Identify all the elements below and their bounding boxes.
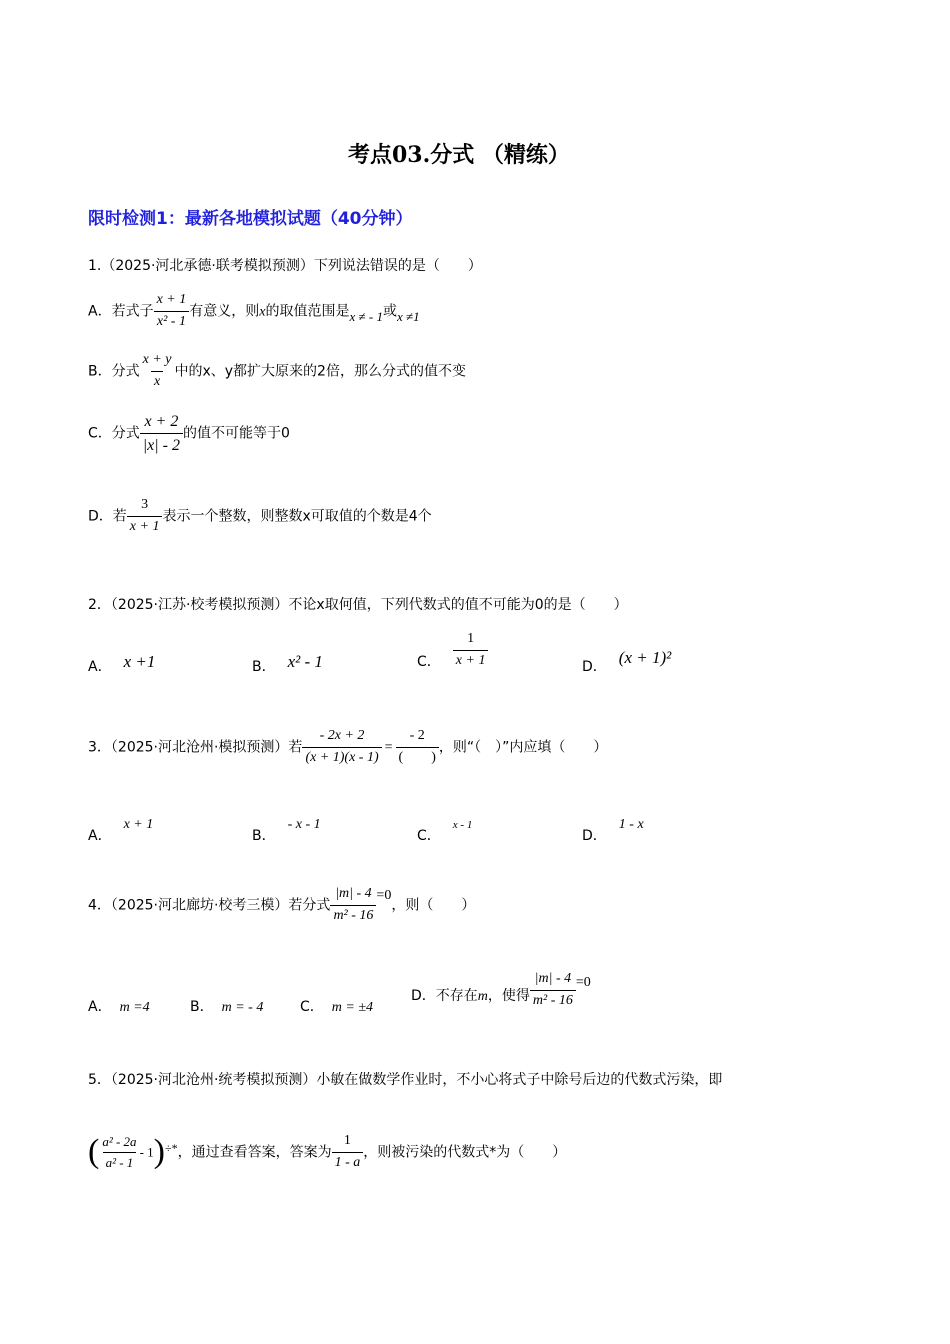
fraction: $\frac{|m| - 4}{\text{m² - 16}}$ [530,971,576,1010]
question-5-expression: ( $\frac{\text{a² - 2a}}{\text{a² - 1}}$ - 1)÷*，通过查看答案，答案为 $\frac{1}{1 - a}$ ，则被污染的代数式*为（ ） [88,1133,567,1170]
fraction: $\frac{1}{x + 1}$ [453,631,489,670]
question-1-stem: 1.（2025·河北承德·联考模拟预测）下列说法错误的是（ ） [88,258,482,274]
fraction: $\frac{- 2x + 2}{(x + 1)(x - 1)}$ [302,728,381,767]
question-4-stem: 4．（2025·河北廊坊·校考三模）若分式 $\frac{|m| - 4}{\text{m² - 16}}$ =0，则（ ） [88,886,476,923]
question-4-option-b: B． m = - 4 [190,999,264,1015]
fraction: $\frac{- 2}{( )}$ [396,728,439,767]
question-1-option-b: B．分式 $\frac{x + y}{x}$ 中的x、y都扩大原来的2倍，那么分式的值不变 [88,352,466,389]
question-4-option-c: C． m = ±4 [300,999,374,1015]
question-1-option-c: C．分式 $\frac{x + 2}{|x| - 2}$ 的值不可能等于0 [88,413,290,455]
question-2-option-c: C． $\frac{1}{x + 1}$ [417,631,488,670]
fraction: $\frac{\text{a² - 2a}}{\text{a² - 1}}$ [102,1134,137,1170]
question-2-stem: 2．（2025·江苏·校考模拟预测）不论x取何值，下列代数式的值不可能为0的是（ ） [88,597,628,613]
question-3-option-d: D．1 - x [582,817,644,844]
fraction: $\frac{1}{1 - a}$ [332,1133,364,1172]
question-1-option-d: D．若 $\frac{3}{x + 1}$ 表示一个整数，则整数x可取值的个数是4个 [88,497,432,534]
question-1-option-a: A．若式子 $\frac{x + 1}{\text{x² - 1}}$ 有意义，则x的取值范围是x ≠ - 1或x ≠1 [88,292,420,329]
question-2-option-a: A． x +1 [88,652,156,675]
question-5-stem: 5．（2025·河北沧州·统考模拟预测）小敏在做数学作业时，不小心将式子中除号后边的代数式污染，即 [88,1072,723,1088]
fraction: $\frac{x + 2}{|x| - 2}$ [140,412,183,455]
section-heading: 限时检测1：最新各地模拟试题（40分钟） [88,209,413,229]
question-3-option-c: C．$^{x - 1}$ [417,819,473,844]
question-3-stem: 3．（2025·河北沧州·模拟预测）若 $\frac{- 2x + 2}{(x + 1)(x - 1)}$ = $\frac{- 2}{( )}$ ，则“（ ）”内应填（ ） [88,728,608,765]
fraction: $\frac{x + y}{x}$ [142,352,172,389]
question-3-option-a: A．x + 1 [88,817,154,844]
question-2-option-d: D． (x + 1)² [582,648,672,675]
question-3-option-b: B．- x - 1 [252,817,321,844]
question-4-option-d: D．不存在m，使得 $\frac{|m| - 4}{\text{m² - 16}}$ =0 [411,971,591,1008]
fraction: $\frac{x + 1}{\text{x² - 1}}$ [154,292,190,331]
fraction: $\frac{|m| - 4}{\text{m² - 16}}$ [330,886,376,925]
question-2-option-b: B． x² - 1 [252,652,323,675]
page-title: 考点03.分式 （精练） [348,142,570,168]
fraction: $\frac{3}{x + 1}$ [127,497,163,536]
question-4-option-a: A． m =4 [88,999,150,1015]
